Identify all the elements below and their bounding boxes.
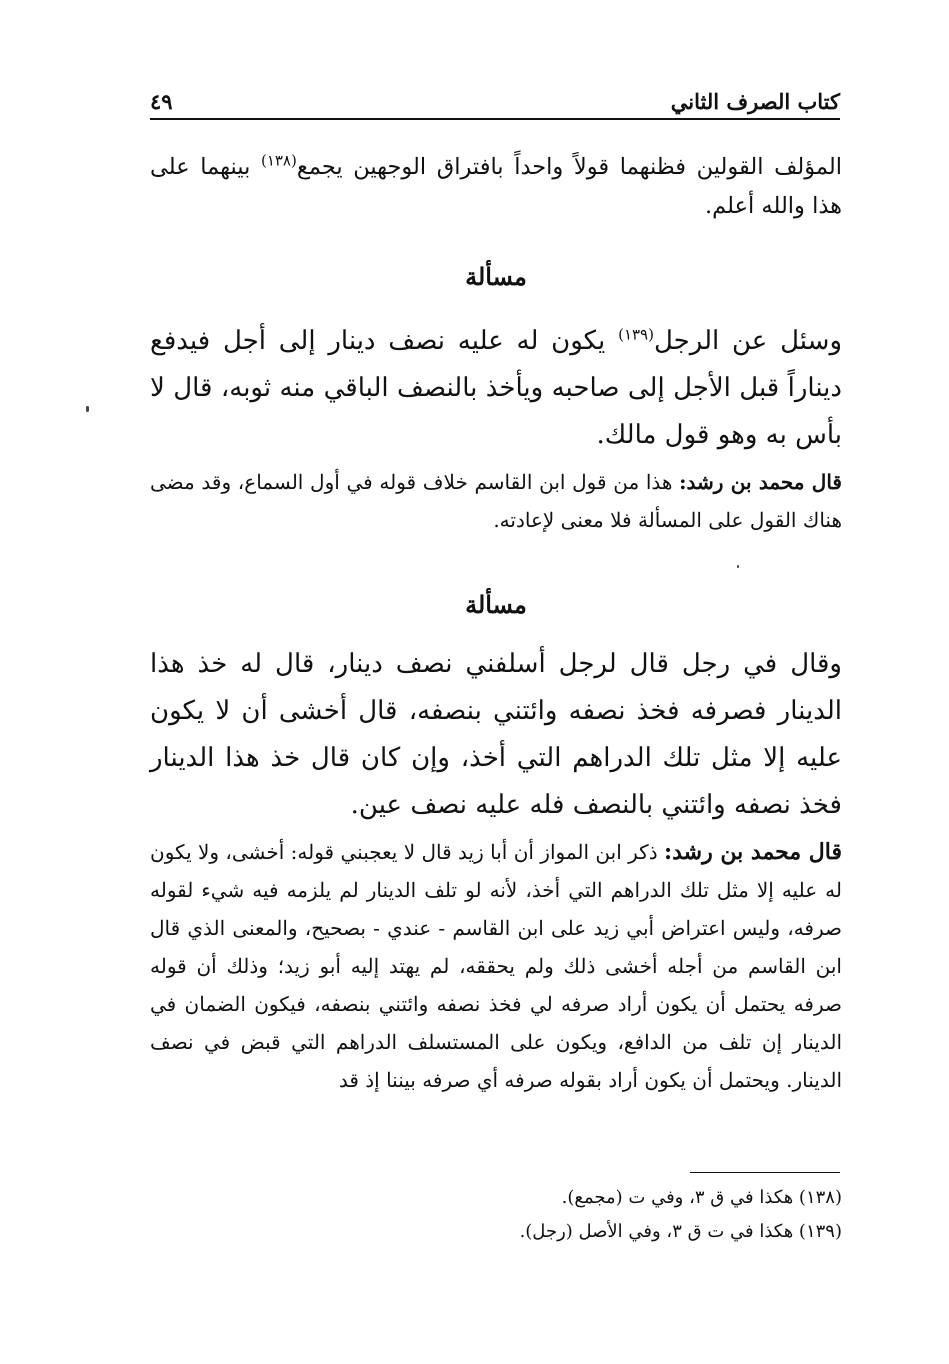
commentary-1-paragraph — [150, 463, 842, 539]
q1-text-after-ref: يكون له عليه نصف دينار إلى أجل فيدفع ديناراً قبل الأجل إلى صاحبه ويأخذ بالنصف الباقي منه ثوبه، قال لا بأس به وهو قول مالك. — [150, 326, 842, 450]
commentary-1-text: هذا من قول ابن القاسم خلاف قوله في أول السماع، وقد مضى هناك القول على المسألة فلا معنى لإعادته. — [150, 470, 842, 532]
book-title: كتاب الصرف الثاني — [670, 89, 840, 114]
footnote-ref-138: (١٣٨) — [260, 151, 297, 170]
footnote-138: (١٣٨) هكذا في ق ٣، وفي ت (مجمع). — [561, 1187, 842, 1208]
page-number: ٤٩ — [150, 89, 173, 114]
intro-text-before-ref: المؤلف القولين فظنهما قولاً واحداً بافتراق الوجهين يجمع — [296, 154, 842, 180]
q1-text-before-ref: وسئل عن الرجل — [653, 326, 842, 356]
question-2-paragraph — [150, 641, 842, 829]
footnote-139: (١٣٩) هكذا في ت ق ٣، وفي الأصل (رجل). — [519, 1221, 842, 1242]
footnote-ref-139: (١٣٩) — [618, 325, 654, 344]
intro-paragraph — [150, 148, 842, 226]
q2-text: وقال في رجل قال لرجل أسلفني نصف دينار، قال له خذ هذا الدينار فصرفه فخذ نصفه وائتني بنصفه، قال أخشى أن لا يكون عليه إلا مثل تلك الدراهم التي أخذ، وإن كان قال خذ هذا الدينار فخذ نصفه وائتني بالنصف فله عليه نصف عين. — [150, 649, 842, 820]
scan-speck — [86, 406, 89, 412]
scan-speck — [737, 565, 739, 568]
commentary-2-paragraph — [150, 833, 842, 1099]
commentary-1-label: قال محمد بن رشد: — [679, 470, 842, 494]
commentary-2-text: قوله: أخشى، ولا يكون له عليه إلا مثل تلك الدراهم التي أخذ، لأنه لو تلف الدينار لم يلزمه فيه شيء لقوله صرفه، وليس اعتراض أبي زيد على ابن القاسم - عندي - بصحيح، والمعنى الذي قال ابن القاسم من أجله أخشى ذلك ولم يحققه، لم يهتد إليه أبو زيد؛ وذلك أن قوله صرفه يحتمل أن يكون أراد صرفه لي فخذ نصفه وائتني بنصفه، فيكون الضمان في الدينار إن تلف من الدافع، ويكون على المستسلف الدراهم التي قبض في نصف الدينار. ويحتمل أن يكون أراد بقوله صرفه أي صرفه بيننا إذ قد — [150, 840, 842, 1092]
question-1-paragraph — [150, 318, 842, 459]
intro-text-after-ref: بينهما على هذا والله أعلم. — [150, 154, 842, 219]
commentary-2-first-line: ذكر ابن المواز أن أبا زيد قال لا يعجبني — [340, 840, 664, 864]
running-header — [150, 88, 840, 120]
footnote-separator — [690, 1172, 840, 1173]
commentary-2-label: قال محمد بن رشد: — [663, 839, 843, 865]
section-heading-2: مسألة — [465, 590, 527, 619]
section-heading-1: مسألة — [465, 262, 527, 291]
